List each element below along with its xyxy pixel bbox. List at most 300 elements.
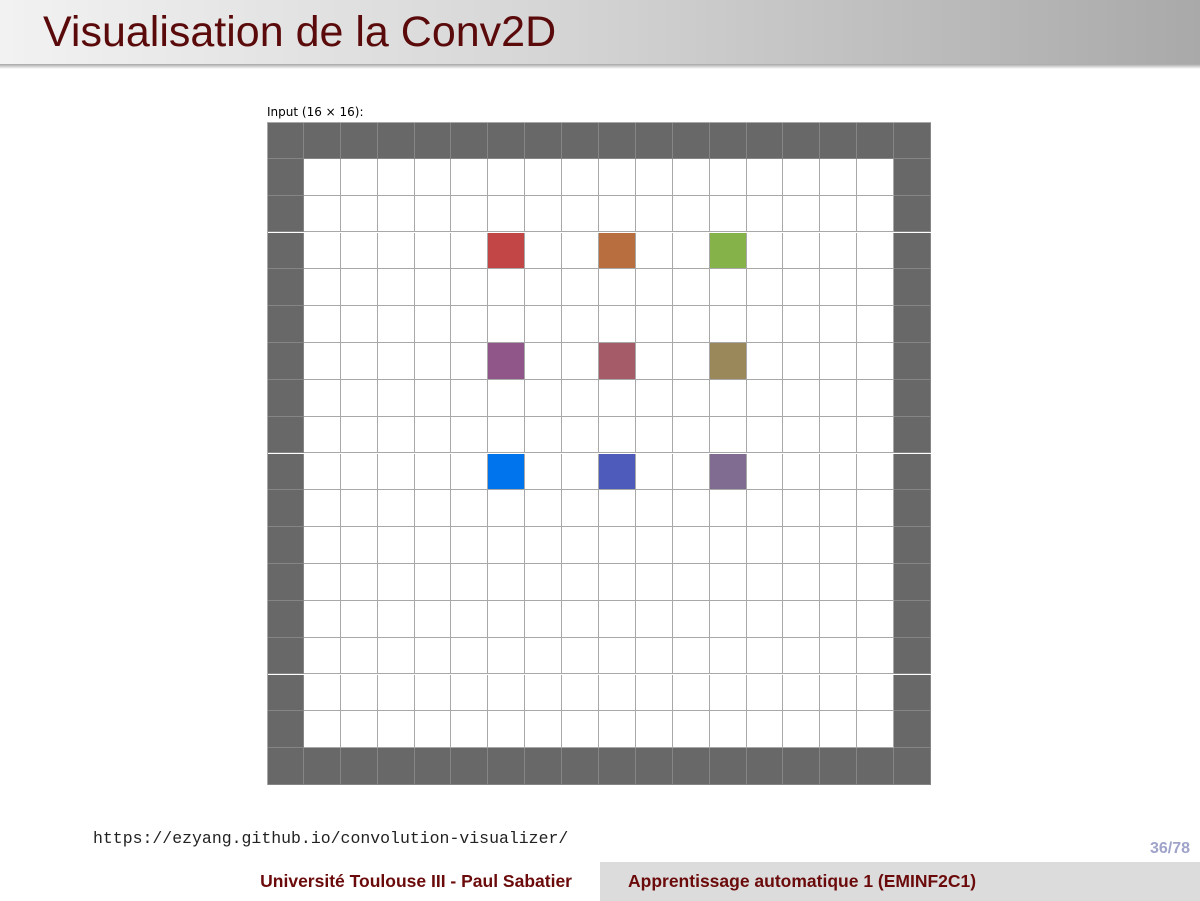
input-cell[interactable]: [857, 306, 894, 343]
padding-cell[interactable]: [267, 306, 304, 343]
padding-cell[interactable]: [894, 564, 931, 601]
padding-cell[interactable]: [267, 343, 304, 380]
convolution-input-grid[interactable]: [267, 122, 931, 785]
input-cell[interactable]: [415, 490, 452, 527]
input-cell[interactable]: [304, 269, 341, 306]
input-cell[interactable]: [304, 159, 341, 196]
input-cell[interactable]: [304, 233, 341, 270]
input-cell[interactable]: [747, 343, 784, 380]
input-cell[interactable]: [673, 638, 710, 675]
input-cell[interactable]: [710, 417, 747, 454]
padding-cell[interactable]: [599, 122, 636, 159]
input-cell[interactable]: [488, 564, 525, 601]
input-cell[interactable]: [341, 638, 378, 675]
input-cell[interactable]: [378, 527, 415, 564]
input-cell[interactable]: [488, 269, 525, 306]
padding-cell[interactable]: [267, 196, 304, 233]
padding-cell[interactable]: [894, 417, 931, 454]
input-cell[interactable]: [636, 638, 673, 675]
input-cell[interactable]: [820, 454, 857, 491]
input-cell[interactable]: [415, 564, 452, 601]
input-cell[interactable]: [857, 159, 894, 196]
input-cell[interactable]: [857, 454, 894, 491]
colored-input-cell[interactable]: [710, 233, 747, 270]
input-cell[interactable]: [673, 527, 710, 564]
colored-input-cell[interactable]: [710, 343, 747, 380]
input-cell[interactable]: [599, 675, 636, 712]
input-cell[interactable]: [599, 601, 636, 638]
input-cell[interactable]: [378, 380, 415, 417]
input-cell[interactable]: [599, 527, 636, 564]
padding-cell[interactable]: [267, 601, 304, 638]
padding-cell[interactable]: [783, 122, 820, 159]
input-cell[interactable]: [636, 490, 673, 527]
input-cell[interactable]: [636, 196, 673, 233]
input-cell[interactable]: [378, 601, 415, 638]
input-cell[interactable]: [747, 159, 784, 196]
input-cell[interactable]: [525, 711, 562, 748]
input-cell[interactable]: [304, 638, 341, 675]
input-cell[interactable]: [747, 196, 784, 233]
input-cell[interactable]: [599, 490, 636, 527]
input-cell[interactable]: [562, 527, 599, 564]
input-cell[interactable]: [636, 711, 673, 748]
input-cell[interactable]: [636, 454, 673, 491]
input-cell[interactable]: [378, 196, 415, 233]
input-cell[interactable]: [415, 380, 452, 417]
input-cell[interactable]: [341, 564, 378, 601]
padding-cell[interactable]: [894, 490, 931, 527]
padding-cell[interactable]: [378, 748, 415, 785]
input-cell[interactable]: [747, 306, 784, 343]
input-cell[interactable]: [783, 380, 820, 417]
input-cell[interactable]: [747, 564, 784, 601]
padding-cell[interactable]: [673, 748, 710, 785]
input-cell[interactable]: [451, 417, 488, 454]
padding-cell[interactable]: [894, 748, 931, 785]
input-cell[interactable]: [599, 380, 636, 417]
input-cell[interactable]: [710, 711, 747, 748]
padding-cell[interactable]: [857, 748, 894, 785]
padding-cell[interactable]: [267, 159, 304, 196]
input-cell[interactable]: [415, 675, 452, 712]
padding-cell[interactable]: [267, 233, 304, 270]
input-cell[interactable]: [415, 601, 452, 638]
input-cell[interactable]: [378, 490, 415, 527]
input-cell[interactable]: [488, 159, 525, 196]
input-cell[interactable]: [415, 711, 452, 748]
input-cell[interactable]: [599, 711, 636, 748]
input-cell[interactable]: [378, 343, 415, 380]
input-cell[interactable]: [820, 675, 857, 712]
input-cell[interactable]: [599, 638, 636, 675]
input-cell[interactable]: [599, 196, 636, 233]
input-cell[interactable]: [378, 269, 415, 306]
padding-cell[interactable]: [783, 748, 820, 785]
padding-cell[interactable]: [525, 748, 562, 785]
input-cell[interactable]: [673, 564, 710, 601]
input-cell[interactable]: [820, 380, 857, 417]
padding-cell[interactable]: [894, 380, 931, 417]
input-cell[interactable]: [525, 490, 562, 527]
padding-cell[interactable]: [710, 748, 747, 785]
input-cell[interactable]: [341, 343, 378, 380]
input-cell[interactable]: [783, 711, 820, 748]
input-cell[interactable]: [525, 417, 562, 454]
input-cell[interactable]: [857, 711, 894, 748]
padding-cell[interactable]: [267, 380, 304, 417]
input-cell[interactable]: [673, 196, 710, 233]
input-cell[interactable]: [857, 675, 894, 712]
input-cell[interactable]: [636, 417, 673, 454]
input-cell[interactable]: [820, 601, 857, 638]
padding-cell[interactable]: [341, 748, 378, 785]
input-cell[interactable]: [304, 601, 341, 638]
input-cell[interactable]: [710, 269, 747, 306]
padding-cell[interactable]: [894, 454, 931, 491]
input-cell[interactable]: [562, 417, 599, 454]
padding-cell[interactable]: [415, 748, 452, 785]
input-cell[interactable]: [747, 675, 784, 712]
input-cell[interactable]: [378, 159, 415, 196]
padding-cell[interactable]: [894, 527, 931, 564]
padding-cell[interactable]: [894, 638, 931, 675]
input-cell[interactable]: [378, 638, 415, 675]
input-cell[interactable]: [857, 233, 894, 270]
padding-cell[interactable]: [894, 122, 931, 159]
input-cell[interactable]: [673, 711, 710, 748]
input-cell[interactable]: [857, 417, 894, 454]
input-cell[interactable]: [857, 380, 894, 417]
input-cell[interactable]: [488, 490, 525, 527]
input-cell[interactable]: [783, 490, 820, 527]
input-cell[interactable]: [304, 490, 341, 527]
padding-cell[interactable]: [894, 269, 931, 306]
input-cell[interactable]: [783, 196, 820, 233]
padding-cell[interactable]: [488, 748, 525, 785]
padding-cell[interactable]: [820, 748, 857, 785]
padding-cell[interactable]: [894, 675, 931, 712]
input-cell[interactable]: [673, 454, 710, 491]
input-cell[interactable]: [415, 159, 452, 196]
input-cell[interactable]: [747, 601, 784, 638]
padding-cell[interactable]: [562, 122, 599, 159]
input-cell[interactable]: [599, 564, 636, 601]
input-cell[interactable]: [525, 343, 562, 380]
input-cell[interactable]: [304, 417, 341, 454]
padding-cell[interactable]: [857, 122, 894, 159]
input-cell[interactable]: [857, 638, 894, 675]
padding-cell[interactable]: [636, 748, 673, 785]
input-cell[interactable]: [857, 196, 894, 233]
input-cell[interactable]: [488, 675, 525, 712]
input-cell[interactable]: [525, 306, 562, 343]
input-cell[interactable]: [451, 490, 488, 527]
padding-cell[interactable]: [894, 233, 931, 270]
input-cell[interactable]: [341, 601, 378, 638]
input-cell[interactable]: [415, 306, 452, 343]
input-cell[interactable]: [857, 564, 894, 601]
input-cell[interactable]: [341, 233, 378, 270]
input-cell[interactable]: [488, 196, 525, 233]
input-cell[interactable]: [525, 601, 562, 638]
padding-cell[interactable]: [599, 748, 636, 785]
input-cell[interactable]: [415, 527, 452, 564]
input-cell[interactable]: [415, 454, 452, 491]
input-cell[interactable]: [747, 233, 784, 270]
input-cell[interactable]: [783, 159, 820, 196]
input-cell[interactable]: [451, 380, 488, 417]
padding-cell[interactable]: [267, 748, 304, 785]
input-cell[interactable]: [341, 711, 378, 748]
input-cell[interactable]: [673, 306, 710, 343]
colored-input-cell[interactable]: [488, 343, 525, 380]
input-cell[interactable]: [636, 527, 673, 564]
input-cell[interactable]: [378, 675, 415, 712]
input-cell[interactable]: [747, 638, 784, 675]
input-cell[interactable]: [636, 380, 673, 417]
input-cell[interactable]: [783, 306, 820, 343]
padding-cell[interactable]: [267, 564, 304, 601]
input-cell[interactable]: [304, 454, 341, 491]
input-cell[interactable]: [415, 638, 452, 675]
input-cell[interactable]: [747, 380, 784, 417]
input-cell[interactable]: [673, 417, 710, 454]
input-cell[interactable]: [710, 306, 747, 343]
input-cell[interactable]: [562, 343, 599, 380]
input-cell[interactable]: [451, 711, 488, 748]
input-cell[interactable]: [747, 490, 784, 527]
padding-cell[interactable]: [304, 748, 341, 785]
input-cell[interactable]: [415, 196, 452, 233]
input-cell[interactable]: [820, 711, 857, 748]
input-cell[interactable]: [783, 527, 820, 564]
input-cell[interactable]: [820, 269, 857, 306]
input-cell[interactable]: [525, 675, 562, 712]
input-cell[interactable]: [304, 306, 341, 343]
input-cell[interactable]: [783, 601, 820, 638]
input-cell[interactable]: [304, 711, 341, 748]
input-cell[interactable]: [304, 380, 341, 417]
input-cell[interactable]: [304, 196, 341, 233]
input-cell[interactable]: [341, 159, 378, 196]
input-cell[interactable]: [488, 601, 525, 638]
input-cell[interactable]: [747, 269, 784, 306]
padding-cell[interactable]: [267, 638, 304, 675]
input-cell[interactable]: [451, 159, 488, 196]
input-cell[interactable]: [415, 343, 452, 380]
input-cell[interactable]: [636, 601, 673, 638]
input-cell[interactable]: [341, 417, 378, 454]
padding-cell[interactable]: [894, 711, 931, 748]
input-cell[interactable]: [415, 417, 452, 454]
input-cell[interactable]: [636, 269, 673, 306]
input-cell[interactable]: [341, 490, 378, 527]
input-cell[interactable]: [747, 711, 784, 748]
padding-cell[interactable]: [488, 122, 525, 159]
input-cell[interactable]: [636, 306, 673, 343]
padding-cell[interactable]: [747, 748, 784, 785]
input-cell[interactable]: [562, 490, 599, 527]
padding-cell[interactable]: [304, 122, 341, 159]
colored-input-cell[interactable]: [599, 343, 636, 380]
input-cell[interactable]: [673, 490, 710, 527]
input-cell[interactable]: [747, 417, 784, 454]
padding-cell[interactable]: [267, 122, 304, 159]
padding-cell[interactable]: [267, 269, 304, 306]
input-cell[interactable]: [673, 233, 710, 270]
input-cell[interactable]: [820, 417, 857, 454]
input-cell[interactable]: [710, 564, 747, 601]
input-cell[interactable]: [710, 159, 747, 196]
input-cell[interactable]: [673, 380, 710, 417]
padding-cell[interactable]: [267, 454, 304, 491]
padding-cell[interactable]: [894, 306, 931, 343]
input-cell[interactable]: [636, 564, 673, 601]
input-cell[interactable]: [783, 343, 820, 380]
input-cell[interactable]: [451, 454, 488, 491]
padding-cell[interactable]: [451, 122, 488, 159]
input-cell[interactable]: [562, 601, 599, 638]
input-cell[interactable]: [857, 343, 894, 380]
input-cell[interactable]: [378, 711, 415, 748]
input-cell[interactable]: [636, 159, 673, 196]
input-cell[interactable]: [783, 454, 820, 491]
input-cell[interactable]: [525, 233, 562, 270]
input-cell[interactable]: [673, 159, 710, 196]
input-cell[interactable]: [820, 564, 857, 601]
input-cell[interactable]: [562, 675, 599, 712]
padding-cell[interactable]: [562, 748, 599, 785]
input-cell[interactable]: [673, 343, 710, 380]
source-url[interactable]: https://ezyang.github.io/convolution-visualizer/: [93, 829, 569, 848]
input-cell[interactable]: [451, 196, 488, 233]
padding-cell[interactable]: [820, 122, 857, 159]
input-cell[interactable]: [341, 196, 378, 233]
input-cell[interactable]: [488, 527, 525, 564]
input-cell[interactable]: [378, 306, 415, 343]
padding-cell[interactable]: [267, 527, 304, 564]
input-cell[interactable]: [673, 601, 710, 638]
input-cell[interactable]: [562, 269, 599, 306]
input-cell[interactable]: [341, 527, 378, 564]
input-cell[interactable]: [341, 454, 378, 491]
input-cell[interactable]: [857, 490, 894, 527]
padding-cell[interactable]: [267, 711, 304, 748]
input-cell[interactable]: [599, 306, 636, 343]
input-cell[interactable]: [525, 564, 562, 601]
input-cell[interactable]: [562, 564, 599, 601]
input-cell[interactable]: [451, 306, 488, 343]
input-cell[interactable]: [341, 269, 378, 306]
input-cell[interactable]: [857, 527, 894, 564]
colored-input-cell[interactable]: [599, 233, 636, 270]
input-cell[interactable]: [562, 196, 599, 233]
padding-cell[interactable]: [636, 122, 673, 159]
input-cell[interactable]: [562, 638, 599, 675]
input-cell[interactable]: [525, 159, 562, 196]
input-cell[interactable]: [783, 269, 820, 306]
input-cell[interactable]: [820, 343, 857, 380]
padding-cell[interactable]: [267, 490, 304, 527]
padding-cell[interactable]: [894, 159, 931, 196]
input-cell[interactable]: [341, 306, 378, 343]
input-cell[interactable]: [710, 380, 747, 417]
colored-input-cell[interactable]: [599, 454, 636, 491]
input-cell[interactable]: [451, 601, 488, 638]
input-cell[interactable]: [820, 159, 857, 196]
input-cell[interactable]: [710, 490, 747, 527]
padding-cell[interactable]: [894, 343, 931, 380]
input-cell[interactable]: [599, 159, 636, 196]
colored-input-cell[interactable]: [710, 454, 747, 491]
input-cell[interactable]: [488, 711, 525, 748]
input-cell[interactable]: [378, 454, 415, 491]
input-cell[interactable]: [341, 380, 378, 417]
input-cell[interactable]: [562, 380, 599, 417]
input-cell[interactable]: [341, 675, 378, 712]
input-cell[interactable]: [525, 527, 562, 564]
input-cell[interactable]: [820, 527, 857, 564]
input-cell[interactable]: [451, 564, 488, 601]
input-cell[interactable]: [857, 601, 894, 638]
input-cell[interactable]: [820, 196, 857, 233]
colored-input-cell[interactable]: [488, 233, 525, 270]
input-cell[interactable]: [488, 306, 525, 343]
input-cell[interactable]: [304, 564, 341, 601]
input-cell[interactable]: [747, 527, 784, 564]
input-cell[interactable]: [820, 638, 857, 675]
input-cell[interactable]: [451, 527, 488, 564]
input-cell[interactable]: [488, 417, 525, 454]
input-cell[interactable]: [562, 159, 599, 196]
input-cell[interactable]: [525, 638, 562, 675]
input-cell[interactable]: [636, 675, 673, 712]
input-cell[interactable]: [562, 454, 599, 491]
input-cell[interactable]: [710, 601, 747, 638]
input-cell[interactable]: [451, 675, 488, 712]
input-cell[interactable]: [378, 233, 415, 270]
input-cell[interactable]: [304, 343, 341, 380]
padding-cell[interactable]: [451, 748, 488, 785]
input-cell[interactable]: [304, 675, 341, 712]
input-cell[interactable]: [525, 269, 562, 306]
padding-cell[interactable]: [894, 601, 931, 638]
padding-cell[interactable]: [747, 122, 784, 159]
padding-cell[interactable]: [267, 417, 304, 454]
input-cell[interactable]: [783, 638, 820, 675]
input-cell[interactable]: [488, 380, 525, 417]
padding-cell[interactable]: [710, 122, 747, 159]
padding-cell[interactable]: [894, 196, 931, 233]
input-cell[interactable]: [378, 564, 415, 601]
input-cell[interactable]: [783, 417, 820, 454]
padding-cell[interactable]: [673, 122, 710, 159]
input-cell[interactable]: [378, 417, 415, 454]
input-cell[interactable]: [820, 306, 857, 343]
input-cell[interactable]: [488, 638, 525, 675]
input-cell[interactable]: [599, 269, 636, 306]
input-cell[interactable]: [673, 269, 710, 306]
input-cell[interactable]: [820, 490, 857, 527]
input-cell[interactable]: [820, 233, 857, 270]
input-cell[interactable]: [710, 196, 747, 233]
colored-input-cell[interactable]: [488, 454, 525, 491]
input-cell[interactable]: [562, 233, 599, 270]
input-cell[interactable]: [451, 638, 488, 675]
padding-cell[interactable]: [341, 122, 378, 159]
padding-cell[interactable]: [378, 122, 415, 159]
